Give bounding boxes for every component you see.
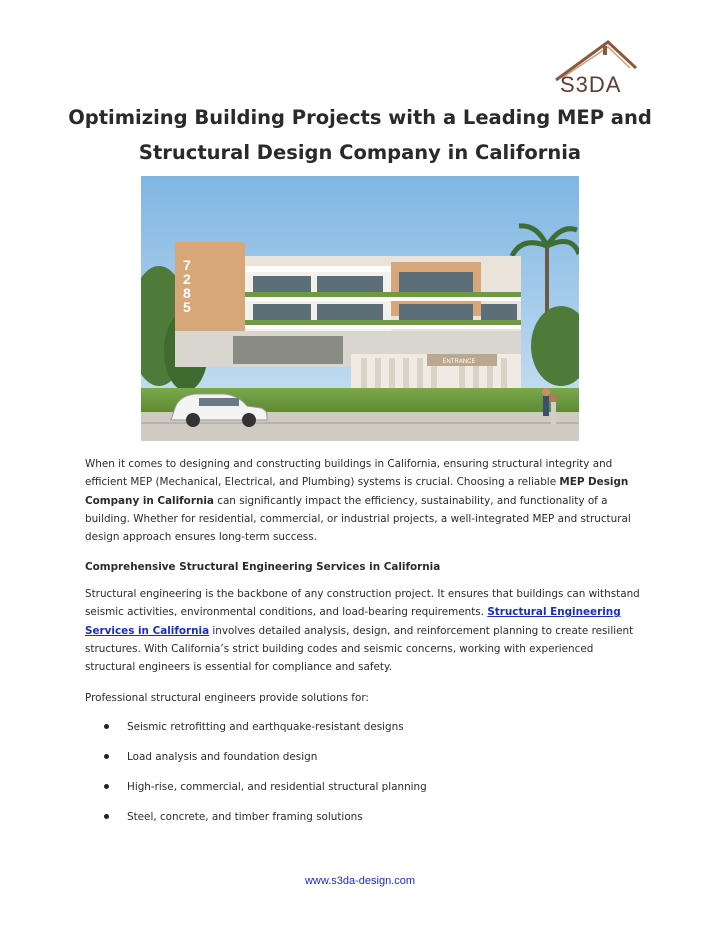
company-logo <box>548 38 644 100</box>
title-line-1: Optimizing Building Projects with a Leading MEP and <box>68 106 652 129</box>
intro-text-a: When it comes to designing and constructing buildings in California, ensuring structural integrity and efficient MEP (Mechanical, Electrical, and Plumbing) systems is crucial. Choosing a reliable <box>85 458 613 489</box>
footer-website-link[interactable]: www.s3da-design.com <box>304 875 416 887</box>
address-digit: 2 <box>183 271 191 287</box>
list-item: Seismic retrofitting and earthquake-resistant designs <box>100 719 640 749</box>
intro-text-b: can significantly impact the efficiency, sustainability, and functionality of a building. Whether for residential, commercial, or industrial projects, a well-integrated MEP and structural design approach ensures long-term success. <box>85 494 631 544</box>
address-digit: 5 <box>183 299 191 315</box>
list-item: High-rise, commercial, and residential structural planning <box>100 779 640 809</box>
entrance-sign-text: ENTRANCE <box>442 359 476 365</box>
page-title <box>60 100 660 170</box>
structural-services-link[interactable]: Structural Engineering Services in California <box>85 606 621 637</box>
structural-paragraph <box>85 585 645 676</box>
building-rendering-image <box>141 176 579 441</box>
logo-text: S3DA <box>560 72 622 97</box>
solutions-list <box>100 719 640 839</box>
list-item: Steel, concrete, and timber framing solutions <box>100 809 640 839</box>
intro-bold-keyword: MEP Design Company in California <box>85 476 629 507</box>
section-heading: Comprehensive Structural Engineering Services in California <box>85 561 441 573</box>
structural-text-a: Structural engineering is the backbone of any construction project. It ensures that buildings can withstand seismic activities, environmental conditions, and load-bearing requirements. <box>85 588 640 619</box>
intro-paragraph <box>85 455 645 546</box>
structural-text-b: involves detailed analysis, design, and reinforcement planning to create resilient structures. With California’s strict building codes and seismic concerns, working with experienced structural engineers is essential for compliance and safety. <box>85 624 634 674</box>
address-digit: 8 <box>183 285 191 301</box>
solutions-intro: Professional structural engineers provide solutions for: <box>85 692 369 704</box>
list-item: Load analysis and foundation design <box>100 749 640 779</box>
title-line-2: Structural Design Company in California <box>138 141 582 164</box>
address-digit: 7 <box>183 257 191 273</box>
